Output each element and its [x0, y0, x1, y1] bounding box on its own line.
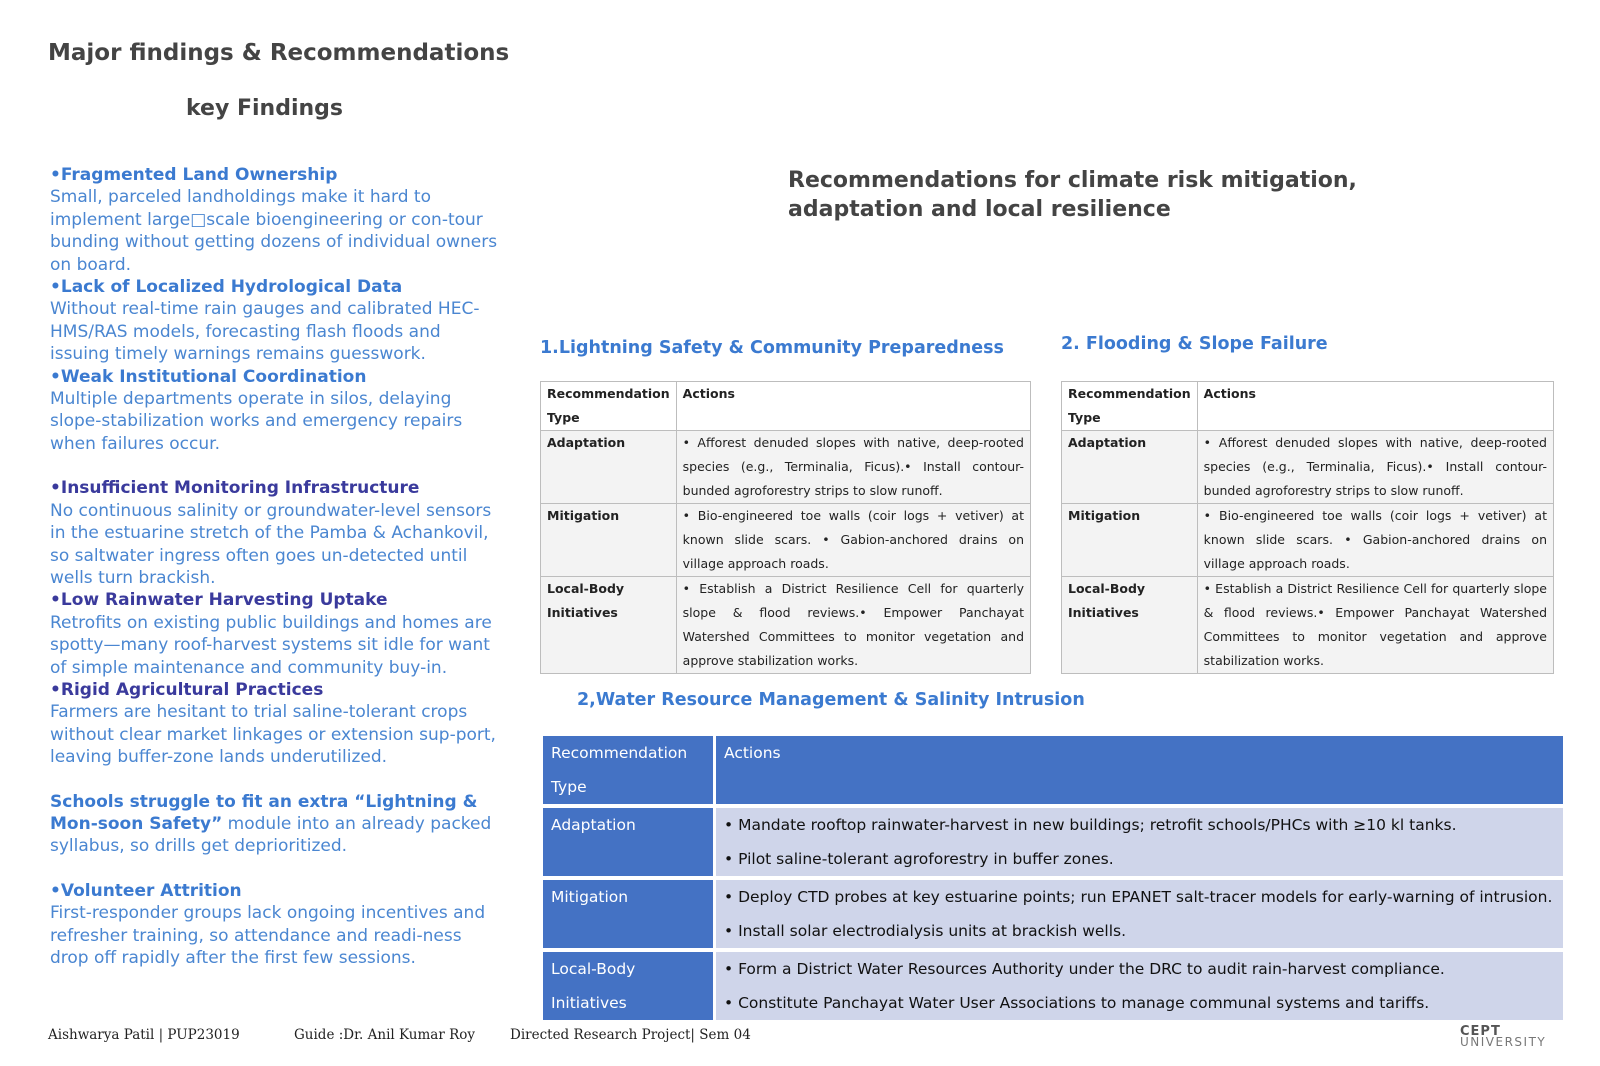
row-actions: • Afforest denuded slopes with native, deep-rooted species (e.g., Terminalia, Ficus).• Install contour-bunded agroforestry strips to slow runoff.	[676, 431, 1030, 504]
header-actions: Actions	[676, 382, 1030, 431]
recommendations-title: Recommendations for climate risk mitigation, adaptation and local resilience	[788, 168, 1357, 222]
action-item: • Deploy CTD probes at key estuarine points; run EPANET salt-tracer models for early-warning of intrusion.	[724, 888, 1553, 906]
header-actions: Actions	[1197, 382, 1553, 431]
row-type: Mitigation	[1062, 504, 1198, 577]
table-row	[1062, 431, 1554, 504]
finding-schools	[50, 791, 500, 858]
header-type: Recommendation Type	[541, 382, 677, 431]
section-title: 2. Flooding & Slope Failure	[1061, 334, 1328, 354]
table-row	[541, 577, 1031, 674]
action-item: • Mandate rooftop rainwater-harvest in new buildings; retrofit schools/PHCs with ≥10 kl tanks.	[724, 816, 1457, 834]
row-type: Adaptation	[543, 808, 716, 876]
cept-university-logo	[1460, 1026, 1550, 1048]
header-actions: Actions	[716, 736, 1563, 804]
row-actions: • Establish a District Resilience Cell for quarterly slope & flood reviews.• Empower Panchayat Watershed Committees to monitor vegetation and approve stabilization works.	[1197, 577, 1553, 674]
row-type: Local-Body Initiatives	[543, 952, 716, 1020]
flooding-table	[1061, 381, 1554, 674]
row-actions: • Establish a District Resilience Cell for quarterly slope & flood reviews.• Empower Panchayat Watershed Committees to monitor vegetation and approve stabilization works.	[676, 577, 1030, 674]
finding-title: •Fragmented Land Ownership	[50, 165, 338, 185]
finding-schools-text: module into an already packed syllabus, so drills get deprioritized.	[50, 813, 492, 857]
table-row	[543, 880, 1563, 948]
row-type: Adaptation	[1062, 431, 1198, 504]
finding-text: Multiple departments operate in silos, delaying slope-stabilization works and emergency repairs when failures occur.	[50, 389, 463, 454]
row-actions: • Bio-engineered toe walls (coir logs + vetiver) at known slide scars. • Gabion-anchored drains on village approach roads.	[676, 504, 1030, 577]
finding-schools-bold: Schools struggle to fit an extra “Lightning & Mon-soon Safety”	[50, 791, 478, 834]
header-type: Recommendation Type	[543, 736, 716, 804]
row-actions	[716, 880, 1563, 948]
logo-line2: UNIVERSITY	[1460, 1035, 1547, 1049]
header-type: Recommendation Type	[1062, 382, 1198, 431]
section-title: 1.Lightning Safety & Community Preparedness	[540, 338, 1004, 358]
table-row	[1062, 504, 1554, 577]
finding-title: •Insufficient Monitoring Infrastructure	[50, 478, 420, 499]
finding-title: •Volunteer Attrition	[50, 880, 242, 901]
findings-list	[50, 164, 500, 969]
section-title: 2,Water Resource Management & Salinity Intrusion	[577, 690, 1085, 710]
finding-title: •Lack of Localized Hydrological Data	[50, 277, 403, 298]
table-row	[1062, 577, 1554, 674]
finding-title: •Rigid Agricultural Practices	[50, 679, 324, 700]
finding-text: Farmers are hesitant to trial saline-tolerant crops without clear market linkages or extension sup-port, leaving buffer-zone lands underutilized.	[50, 702, 496, 768]
row-type: Adaptation	[541, 431, 677, 504]
page-title: Major findings & Recommendations	[48, 40, 510, 66]
finding-text: Retrofits on existing public buildings and homes are spotty—many roof-harvest systems sit idle for want of simple maintenance and community buy-in.	[50, 612, 492, 678]
table-row	[543, 952, 1563, 1020]
row-type: Local-Body Initiatives	[1062, 577, 1198, 674]
row-type: Local-Body Initiatives	[541, 577, 677, 674]
table-row	[541, 431, 1031, 504]
row-type: Mitigation	[543, 880, 716, 948]
footer-project: Directed Research Project| Sem 04	[510, 1027, 751, 1043]
row-type: Mitigation	[541, 504, 677, 577]
finding-title: •Weak Institutional Coordination	[50, 366, 367, 387]
row-actions: • Bio-engineered toe walls (coir logs + vetiver) at known slide scars. • Gabion-anchored drains on village approach roads.	[1197, 504, 1553, 577]
logo-line1: CEPT	[1460, 1024, 1501, 1039]
action-item: • Constitute Panchayat Water User Associations to manage communal systems and tariffs.	[724, 994, 1430, 1012]
row-actions	[716, 808, 1563, 876]
finding-text: No continuous salinity or groundwater-level sensors in the estuarine stretch of the Pamba & Achankovil, so saltwater ingress often goes un-detected until wells turn brackish.	[50, 500, 492, 588]
page-subtitle: key Findings	[186, 96, 343, 121]
row-actions	[716, 952, 1563, 1020]
action-item: • Pilot saline-tolerant agroforestry in buffer zones.	[724, 850, 1114, 868]
footer-guide: Guide :Dr. Anil Kumar Roy	[294, 1027, 476, 1043]
finding-title: •Low Rainwater Harvesting Uptake	[50, 590, 388, 611]
row-actions: • Afforest denuded slopes with native, deep-rooted species (e.g., Terminalia, Ficus).• Install contour-bunded agroforestry strips to slow runoff.	[1197, 431, 1553, 504]
finding-text: First-responder groups lack ongoing incentives and refresher training, so attendance and readi-ness drop off rapidly after the first few sessions.	[50, 903, 486, 968]
finding-text: Small, parceled landholdings make it hard to implement large□scale bioengineering or con-tour bunding without getting dozens of individual owners on board.	[50, 187, 498, 275]
table-row	[541, 504, 1031, 577]
action-item: • Form a District Water Resources Authority under the DRC to audit rain-harvest compliance.	[724, 960, 1445, 978]
finding-text: Without real-time rain gauges and calibrated HEC-HMS/RAS models, forecasting flash floods and issuing timely warnings remains guesswork.	[50, 299, 480, 365]
water-table	[543, 732, 1563, 1024]
table-row	[543, 808, 1563, 876]
action-item: • Install solar electrodialysis units at brackish wells.	[724, 922, 1127, 940]
footer-author: Aishwarya Patil | PUP23019	[48, 1027, 240, 1043]
lightning-table	[540, 381, 1031, 674]
